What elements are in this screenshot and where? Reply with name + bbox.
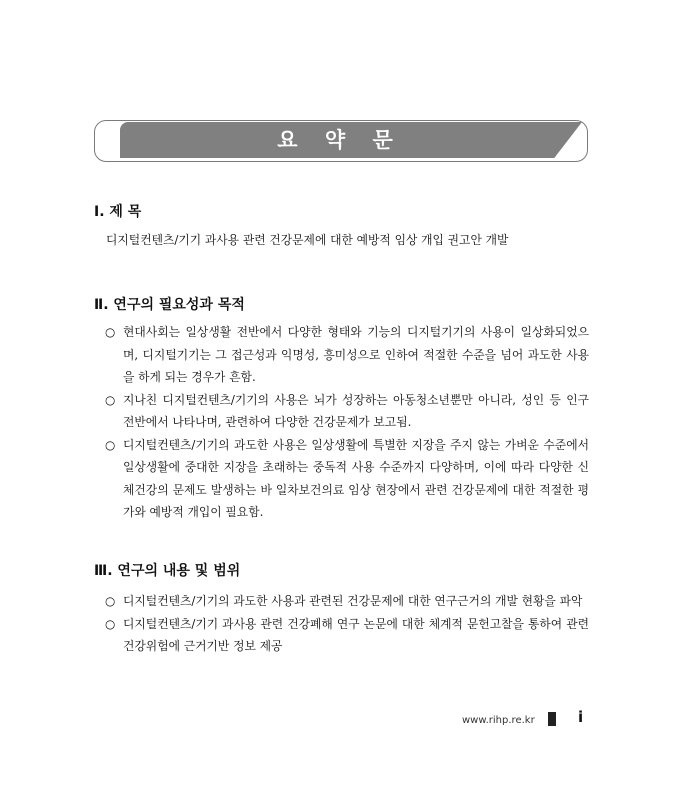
list-item-text: 디지털컨텐츠/기기의 과도한 사용과 관련된 건강문제에 대한 연구근거의 개발 현황을 파악 [123, 594, 583, 608]
bullet-circle-icon: ○ [105, 325, 116, 339]
list-item [105, 321, 589, 389]
bullet-circle-icon: ○ [105, 594, 116, 608]
section-1-paragraph: 디지털컨텐츠/기기 과사용 관련 건강문제에 대한 예방적 임상 개입 권고안 개발 [106, 233, 509, 247]
bullet-circle-icon: ○ [105, 616, 116, 631]
list-item [105, 389, 589, 434]
section-2-bullet-list [105, 321, 589, 524]
list-item [105, 590, 589, 613]
section-heading-1: Ⅰ. 제 목 [94, 204, 142, 220]
list-item-text: 디지털컨텐츠/기기의 과도한 사용은 일상생활에 특별한 지장을 주지 않는 가벼운 수준에서 일상생활에 중대한 지장을 초래하는 중독적 사용 수준까지 다양하며, 이에 따라 다양한 신체건강의 문제도 발생하는 바 일차보건의료 임상 현장에서 관련 건강문제에 대한 적절한 평가와 예방적 개입이 필요함. [123, 437, 589, 519]
section-heading-2: Ⅱ. 연구의 필요성과 목적 [94, 297, 245, 313]
section-heading-3: Ⅲ. 연구의 내용 및 범위 [94, 563, 241, 579]
list-item [105, 613, 589, 658]
footer-marker [548, 712, 556, 726]
section-3-bullet-list [105, 590, 589, 658]
list-item-text: 지나친 디지털컨텐츠/기기의 사용은 뇌가 성장하는 아동청소년뿐만 아니라, 성인 등 인구 전반에서 나타나며, 관련하여 다양한 건강문제가 보고됨. [123, 392, 589, 429]
page-number: i [578, 708, 584, 726]
list-item-text: 디지털컨텐츠/기기 과사용 관련 건강폐해 연구 논문에 대한 체계적 문헌고찰을 통하여 관련 건강위험에 근거기반 정보 제공 [123, 616, 589, 653]
list-item-text: 현대사회는 일상생활 전반에서 다양한 형태와 기능의 디지털기기의 사용이 일상화되었으며, 디지털기기는 그 접근성과 익명성, 흥미성으로 인하여 적절한 수준을 넘어 과도한 사용을 하게 되는 경우가 흔함. [123, 325, 589, 384]
footer-url: www.rihp.re.kr [462, 715, 535, 726]
page-title: 요 약 문 [277, 128, 403, 152]
bullet-circle-icon: ○ [105, 437, 116, 452]
list-item [105, 434, 589, 524]
bullet-circle-icon: ○ [105, 392, 116, 407]
